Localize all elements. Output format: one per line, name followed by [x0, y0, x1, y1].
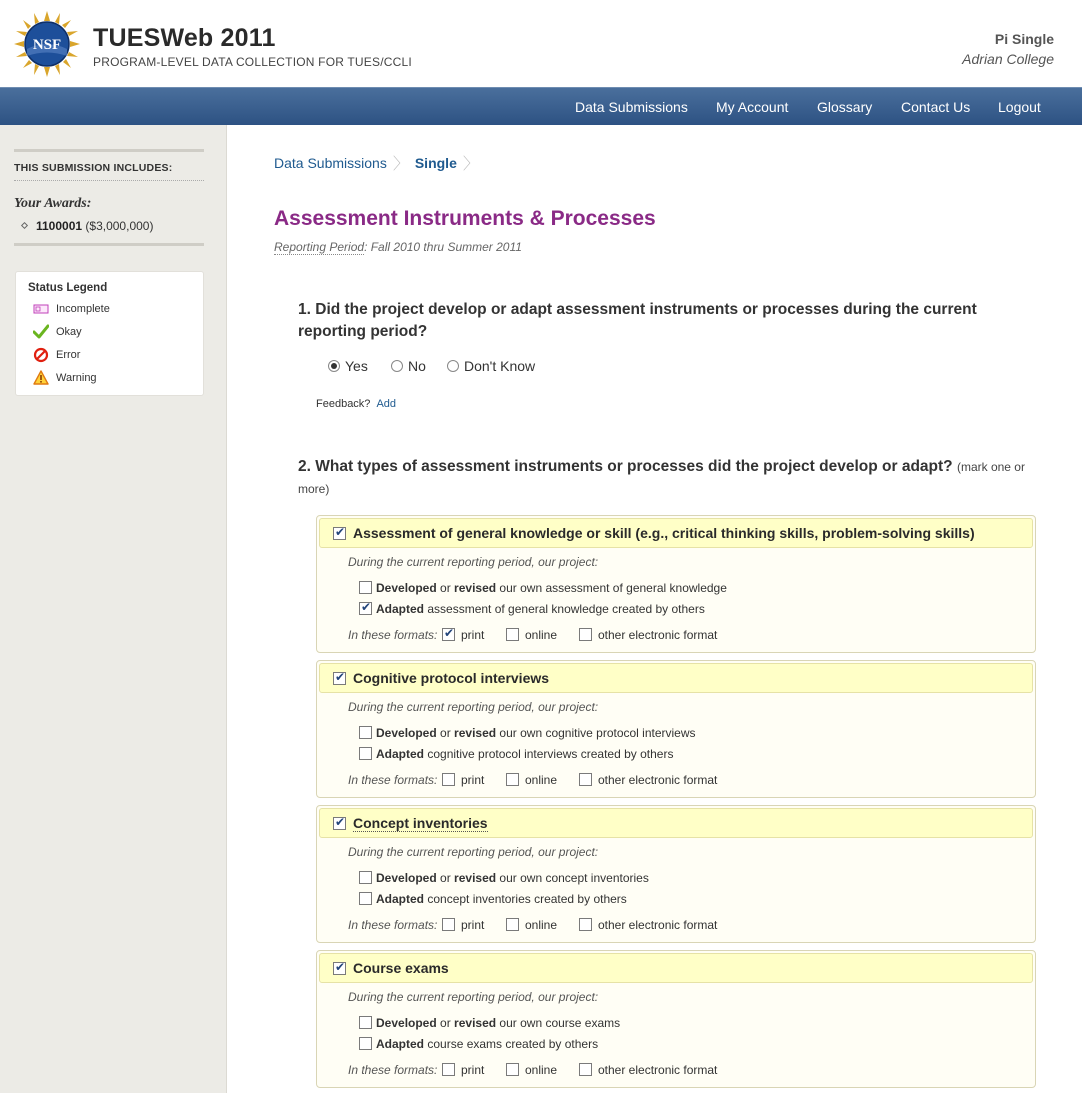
sidebar	[0, 125, 227, 1093]
formats-label: In these formats:	[348, 1063, 438, 1077]
category-checkbox[interactable]	[333, 527, 346, 540]
feedback-label: Feedback?	[316, 398, 371, 410]
reporting-period-label[interactable]: Reporting Period	[274, 240, 365, 254]
breadcrumb-current[interactable]: Single	[414, 155, 457, 171]
nav-glossary[interactable]: Glossary	[817, 99, 873, 115]
adapted-checkbox[interactable]	[359, 1037, 372, 1050]
category-header[interactable]	[319, 808, 1033, 838]
nav-contact-us[interactable]: Contact Us	[901, 99, 971, 115]
formats-label: In these formats:	[348, 628, 438, 642]
question-1-text: Did the project develop or adapt assessment instruments or processes during the current reporting period?	[298, 301, 977, 340]
breadcrumb	[274, 151, 485, 174]
category-label[interactable]: Cognitive protocol interviews	[353, 670, 550, 686]
format-other-checkbox[interactable]	[579, 1063, 592, 1076]
status-legend: Status Legend Incomplete Okay Error Warning	[15, 271, 204, 396]
radio-no[interactable]: No	[391, 358, 426, 374]
nav-data-submissions[interactable]: Data Submissions	[575, 99, 688, 115]
category-label[interactable]: Course exams	[353, 960, 449, 976]
category-header[interactable]	[319, 663, 1033, 693]
format-online-checkbox[interactable]	[506, 918, 519, 931]
header	[0, 0, 1082, 87]
radio-dont-know[interactable]: Don't Know	[447, 358, 535, 374]
breadcrumb-separator-icon: 〉	[392, 156, 409, 173]
format-print-checkbox[interactable]	[442, 918, 455, 931]
feedback	[316, 398, 396, 410]
format-print[interactable]: print	[442, 773, 484, 787]
category-cognitive-protocol-interviews	[316, 660, 1036, 798]
user-organization: Adrian College	[962, 51, 1054, 67]
warning-icon	[33, 370, 49, 386]
sidebar-divider	[14, 243, 204, 246]
format-online[interactable]: online	[506, 628, 557, 642]
category-intro: During the current reporting period, our project:	[348, 555, 599, 569]
format-other-electronic[interactable]: other electronic format	[579, 1063, 717, 1077]
format-options	[348, 1063, 718, 1077]
category-label[interactable]: Assessment of general knowledge or skill (e.g., critical thinking skills, problem-solving skills)	[353, 525, 975, 541]
format-other-checkbox[interactable]	[579, 628, 592, 641]
adapted-option[interactable]: Adapted concept inventories created by others	[359, 892, 627, 906]
format-print-checkbox[interactable]	[442, 1063, 455, 1076]
app-subtitle: PROGRAM-LEVEL DATA COLLECTION FOR TUES/CCLI	[93, 55, 412, 69]
user-name: Pi Single	[994, 31, 1054, 47]
format-online[interactable]: online	[506, 918, 557, 932]
award-id: 1100001	[36, 219, 83, 233]
format-print[interactable]: ✔ print	[442, 628, 484, 642]
format-other-checkbox[interactable]	[579, 773, 592, 786]
adapted-checkbox[interactable]	[359, 892, 372, 905]
breadcrumb-separator-icon: 〉	[462, 156, 479, 173]
format-other-electronic[interactable]: other electronic format	[579, 628, 717, 642]
developed-checkbox[interactable]	[359, 726, 372, 739]
developed-checkbox[interactable]	[359, 581, 372, 594]
adapted-checkbox[interactable]	[359, 747, 372, 760]
status-legend-title: Status Legend	[28, 282, 108, 294]
format-print-checkbox[interactable]	[442, 628, 455, 641]
developed-option[interactable]: Developed or revised our own cognitive protocol interviews	[359, 726, 696, 740]
category-intro: During the current reporting period, our project:	[348, 990, 599, 1004]
developed-option[interactable]: Developed or revised our own course exams	[359, 1016, 620, 1030]
award-amount: ($3,000,000)	[85, 219, 154, 233]
format-online-checkbox[interactable]	[506, 628, 519, 641]
radio-no-indicator[interactable]	[391, 360, 403, 372]
developed-checkbox[interactable]	[359, 1016, 372, 1029]
nav-my-account[interactable]: My Account	[716, 99, 789, 115]
adapted-option[interactable]: Adapted course exams created by others	[359, 1037, 598, 1051]
format-other-electronic[interactable]: other electronic format	[579, 918, 717, 932]
error-icon	[33, 347, 49, 363]
format-print-checkbox[interactable]	[442, 773, 455, 786]
category-checkbox[interactable]	[333, 817, 346, 830]
question-1: 1. Did the project develop or adapt assessment instruments or processes during the current reporting period?	[298, 301, 977, 340]
adapted-option[interactable]: Adapted cognitive protocol interviews created by others	[359, 747, 673, 761]
page-title: Assessment Instruments & Processes	[274, 207, 656, 230]
radio-yes[interactable]: Yes	[328, 358, 368, 374]
nsf-logo[interactable]	[14, 11, 80, 77]
adapted-checkbox[interactable]	[359, 602, 372, 615]
category-concept-inventories	[316, 805, 1036, 943]
submission-includes-heading: THIS SUBMISSION INCLUDES:	[14, 149, 204, 181]
format-online[interactable]: online	[506, 1063, 557, 1077]
format-print[interactable]: print	[442, 918, 484, 932]
category-general-knowledge	[316, 515, 1036, 653]
developed-option[interactable]: Developed or revised our own assessment of general knowledge	[359, 581, 727, 595]
question-2-note: (mark one or more)	[298, 460, 1025, 496]
category-course-exams	[316, 950, 1036, 1088]
diamond-bullet-icon	[21, 222, 28, 229]
formats-label: In these formats:	[348, 773, 438, 787]
nav-logout[interactable]: Logout	[998, 99, 1041, 115]
feedback-add-link[interactable]: Add	[376, 398, 397, 410]
reporting-period-value: : Fall 2010 thru Summer 2011	[364, 240, 522, 254]
checkmark-icon	[33, 324, 49, 340]
question-2: 2. What types of assessment instruments or processes did the project develop or adapt? (mark one or more)	[298, 458, 1025, 496]
category-label[interactable]: Concept inventories	[353, 815, 488, 831]
category-intro: During the current reporting period, our project:	[348, 845, 599, 859]
app-title: TUESWeb 2011	[93, 24, 276, 52]
adapted-option[interactable]: ✔Adapted assessment of general knowledge created by others	[359, 602, 705, 616]
category-checkbox[interactable]	[333, 672, 346, 685]
reporting-period	[274, 240, 522, 254]
format-other-electronic[interactable]: other electronic format	[579, 773, 717, 787]
svg-text:NSF: NSF	[32, 37, 62, 53]
radio-dont-know-indicator[interactable]	[447, 360, 459, 372]
category-intro: During the current reporting period, our project:	[348, 700, 599, 714]
format-online-checkbox[interactable]	[506, 1063, 519, 1076]
incomplete-icon	[33, 301, 49, 317]
format-other-checkbox[interactable]	[579, 918, 592, 931]
format-options	[348, 773, 718, 787]
top-navigation	[0, 87, 1082, 125]
award-item	[22, 219, 153, 233]
developed-option[interactable]: Developed or revised our own concept inventories	[359, 871, 649, 885]
format-online-checkbox[interactable]	[506, 773, 519, 786]
developed-checkbox[interactable]	[359, 871, 372, 884]
format-options	[348, 918, 718, 932]
category-checkbox[interactable]	[333, 962, 346, 975]
formats-label: In these formats:	[348, 918, 438, 932]
format-options	[348, 628, 718, 642]
category-header[interactable]	[319, 518, 1033, 548]
format-online[interactable]: online	[506, 773, 557, 787]
category-header[interactable]	[319, 953, 1033, 983]
radio-yes-indicator[interactable]	[328, 360, 340, 372]
question-2-text: What types of assessment instruments or processes did the project develop or adapt?	[315, 458, 953, 475]
breadcrumb-data-submissions[interactable]: Data Submissions	[274, 155, 387, 171]
format-print[interactable]: print	[442, 1063, 484, 1077]
awards-heading: Your Awards:	[14, 196, 92, 211]
